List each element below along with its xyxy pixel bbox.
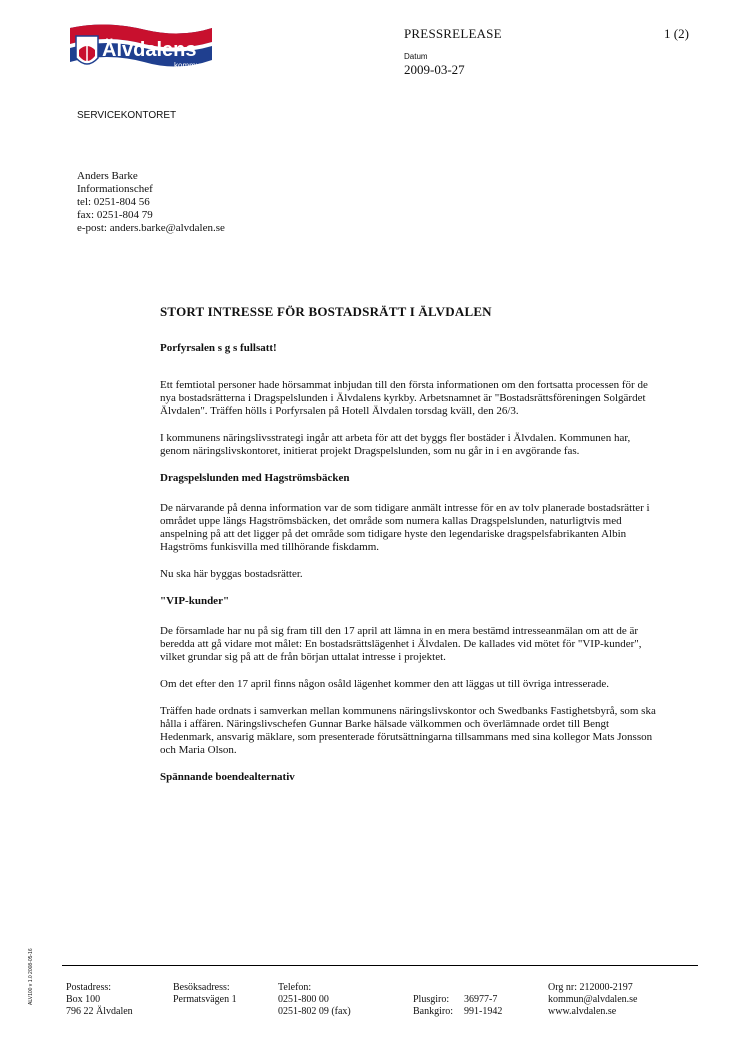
alvdalens-kommun-logo [66, 22, 216, 80]
page-number: 1 (2) [664, 26, 689, 41]
footer-divider [62, 965, 698, 966]
contact-role: Informationschef [77, 183, 153, 195]
footer-visiting-address [173, 982, 237, 1006]
footer-value: Box 100 [66, 994, 101, 1005]
footer-value: Permatsvägen 1 [173, 994, 237, 1005]
footer-postal-address [66, 982, 133, 1018]
footer-org [548, 982, 637, 1018]
paragraph: Om det efter den 17 april finns någon osåld lägenhet kommer den att läggas ut till övriga intresserade. [160, 678, 610, 690]
footer-value: 991-1942 [464, 1006, 503, 1017]
paragraph: I kommunens näringslivsstrategi ingår att arbeta för att det byggs fler bostäder i Älvdalen. Kommunen har, genom näringslivskontoret, initierat projekt Dragspelslunden, som nu går in i en avgörande fas. [160, 432, 631, 457]
paragraph: De församlade har nu på sig fram till den 17 april att lämna in en mera bestämd intresseanmälan om att de är beredda att gå vidare mot målet: En bostadsrättslägenhet i Älvdalen. De kallades vid mötet för "VIP-kunder", vilket grundar sig på att de från början uttalat intresse i projektet. [160, 625, 642, 663]
date-value: 2009-03-27 [404, 62, 465, 77]
footer-org-number: Org nr: 212000-2197 [548, 982, 633, 993]
footer-giro-labels [413, 994, 453, 1018]
footer-label: Besöksadress: [173, 982, 230, 993]
document-type: PRESSRELEASE [404, 26, 502, 41]
contact-email: e-post: anders.barke@alvdalen.se [77, 222, 225, 234]
section-heading: Dragspelslunden med Hagströmsbäcken [160, 472, 350, 484]
footer-label: Bankgiro: [413, 1006, 453, 1017]
paragraph: Nu ska här byggas bostadsrätter. [160, 568, 303, 580]
footer-label: Plusgiro: [413, 994, 450, 1005]
contact-phone: tel: 0251-804 56 [77, 196, 150, 208]
paragraph: De närvarande på denna information var de som tidigare anmält intresse för en av tolv planerade bostadsrätter i området uppe längs Hagströmsbäcken, det område som numera kallas Dragspelslunden, naturligtvis med anspelning på att det ligger på det område som tidigare hyste den legendariske dragspelsfabrikanten Albin Hagströms funkisvilla med tillhörande fiskdamm. [160, 502, 650, 553]
footer-giro-values [464, 994, 502, 1018]
logo-subtext: kommun [174, 61, 205, 70]
section-heading: "VIP-kunder" [160, 595, 230, 607]
footer-value: 36977-7 [464, 994, 498, 1005]
template-version-note: ALV100 v 1.0 2008-05-16 [28, 948, 34, 1005]
paragraph: Träffen hade ordnats i samverkan mellan kommunens näringslivskontor och Swedbanks Fastighetsbyrå, som ska hålla i affären. Näringslivschefen Gunnar Barke hälsade välkommen och överlämnade ordet till Bengt Hedenmark, ansvarig mäklare, som presenterade förutsättningarna tillsammans med sina kollegor Mats Jonsson och Maria Olson. [160, 705, 656, 756]
footer-email-link[interactable]: kommun@alvdalen.se [548, 994, 638, 1005]
article-title: STORT INTRESSE FÖR BOSTADSRÄTT I ÄLVDALEN [160, 304, 492, 319]
article-subtitle: Porfyrsalen s g s fullsatt! [160, 342, 277, 354]
logo-wordmark: Älvdalens [102, 39, 197, 61]
section-heading: Spännande boendealternativ [160, 771, 295, 783]
footer-label: Postadress: [66, 982, 111, 993]
department: SERVICEKONTORET [77, 110, 177, 121]
date-label: Datum [404, 52, 428, 61]
contact-name: Anders Barke [77, 170, 138, 182]
contact-fax: fax: 0251-804 79 [77, 209, 153, 221]
paragraph: Ett femtiotal personer hade hörsammat inbjudan till den första informationen om den fortsatta processen för de nya bostadsrätterna i Dragspelslunden i Älvdalens kyrkby. Arbetsnamnet är "Bostadsrättsföreningen Solgärdet Älvdalen". Träffen hölls i Porfyrsalen på Hotell Älvdalen torsdag kväll, den 26/3. [160, 379, 648, 417]
footer-phone [278, 982, 351, 1018]
footer-website-link[interactable]: www.alvdalen.se [548, 1006, 617, 1017]
footer-value: 0251-802 09 (fax) [278, 1006, 351, 1017]
article-body [160, 305, 660, 801]
footer-value: 0251-800 00 [278, 994, 329, 1005]
footer-label: Telefon: [278, 982, 312, 993]
contact-block [77, 170, 225, 235]
footer-value: 796 22 Älvdalen [66, 1006, 133, 1017]
